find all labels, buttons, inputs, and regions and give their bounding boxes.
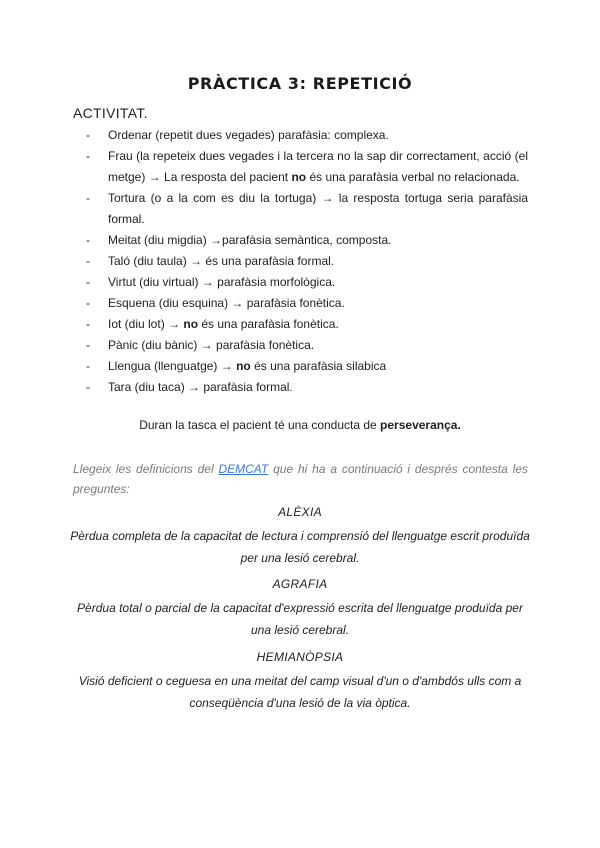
list-item: - Taló (diu taula) → és una parafàsia formal. (86, 251, 528, 272)
list-item: - Iot (diu lot) → no és una parafàsia fonètica. (86, 314, 528, 335)
definition-term: ALÈXIA (278, 505, 322, 519)
instructions-paragraph: Llegeix les definicions del DEMCAT que hi ha a continuació i després contesta les preguntes: (73, 462, 528, 496)
definition-alexia (70, 502, 530, 569)
definition-hemianopsia (70, 647, 530, 714)
definition-term: HEMIANÒPSIA (256, 650, 344, 664)
activity-list (86, 125, 528, 398)
definition-term: AGRAFIA (272, 577, 328, 591)
list-item: - Ordenar (repetit dues vegades) parafàsia: complexa. (86, 125, 528, 146)
activity-heading: ACTIVITAT. (73, 105, 148, 121)
definition-text: Pèrdua total o parcial de la capacitat d'expressió escrita del llenguatge produïda per una lesió cerebral. (77, 601, 523, 637)
list-item: - Pànic (diu bànic) → parafàsia fonètica. (86, 335, 528, 356)
demcat-link[interactable]: DEMCAT (218, 462, 269, 476)
list-item: - Llengua (llenguatge) → no és una parafàsia silabica (86, 356, 528, 377)
list-item: - Virtut (diu virtual) → parafàsia morfològica. (86, 272, 528, 293)
definition-text: Visió deficient o ceguesa en una meitat del camp visual d'un o d'ambdós ulls com a conseqüència d'una lesió de la via òptica. (78, 674, 522, 710)
list-item: - Esquena (diu esquina) → parafàsia fonètica. (86, 293, 528, 314)
definition-agrafia (70, 574, 530, 641)
definition-text: Pèrdua completa de la capacitat de lectura i comprensió del llenguatge escrit produïda per una lesió cerebral. (70, 529, 530, 565)
list-item: - Tara (diu taca) → parafàsia formal. (86, 377, 528, 398)
list-item: - Tortura (o a la com es diu la tortuga) → la resposta tortuga seria parafàsia formal. (86, 188, 528, 230)
list-item: - Meitat (diu migdia) →parafàsia semàntica, composta. (86, 230, 528, 251)
list-item: - Frau (la repeteix dues vegades i la tercera no la sap dir correctament, acció (el metge) → La resposta del pacient no és una parafàsia verbal no relacionada. (86, 146, 528, 188)
conclusion-note: Duran la tasca el pacient té una conducta de perseverança. (139, 418, 461, 432)
page-title: PRÀCTICA 3: REPETICIÓ (187, 74, 413, 93)
